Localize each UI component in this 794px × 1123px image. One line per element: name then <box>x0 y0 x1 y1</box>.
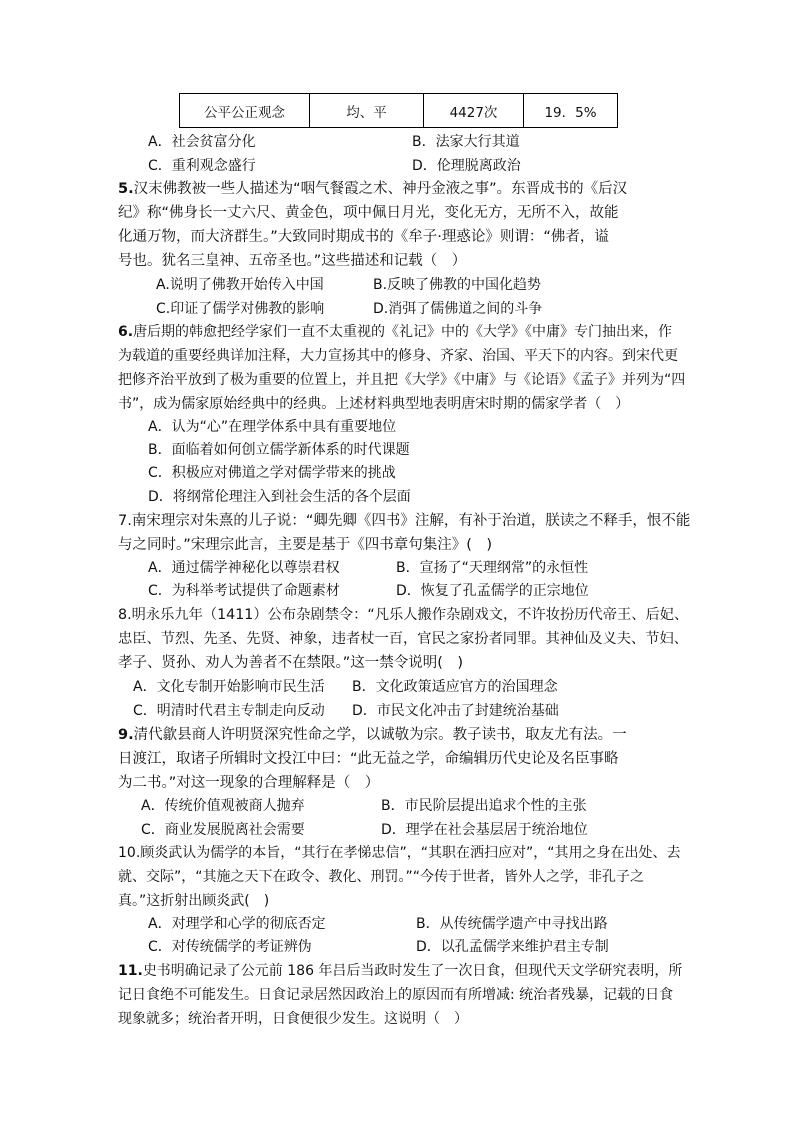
q10-stem-line: 10.顾炎武认为儒学的本旨，“其行在孝悌忠信”，“其职在洒扫应对”，“其用之身在出处、去 <box>118 845 681 861</box>
q8-stem-line: 8.明永乐九年（1411）公布杂剧禁令：“凡乐人搬作杂剧戏文，不许妆扮历代帝王、后妃、 <box>118 607 689 623</box>
q6-option-d: D．将纲常伦理注入到社会生活的各个层面 <box>148 489 411 505</box>
q9-stem-line: 为二书。”对这一现象的合理解释是（ ） <box>118 775 380 791</box>
q4-option-a: A．社会贫富分化 <box>148 134 256 150</box>
q10-option-d: D．以孔孟儒学来维护君主专制 <box>416 939 609 955</box>
q4-option-c: C．重利观念盛行 <box>148 158 256 174</box>
q5-number: 5. <box>118 181 134 197</box>
q8-option-c: C．明清时代君主专制走向反动 <box>133 703 325 719</box>
q5-stem-line: 号也。犹名三皇神、五帝圣也。”这些描述和记载（ ） <box>118 253 467 269</box>
q11-stem-line: 11.史书明确记录了公元前 186 年吕后当政时发生了一次日食，但现代天文学研究表明，所 <box>118 963 683 979</box>
q9-option-a: A．传统价值观被商人抛弃 <box>141 798 305 814</box>
q9-stem-line: 日渡江，取诸子所辑时文投江中曰：“此无益之学，命编辑历代史论及名臣事略 <box>118 751 619 767</box>
q9-number: 9. <box>118 727 134 743</box>
q5-option-a: A.说明了佛教开始传入中国 <box>156 277 324 293</box>
q6-option-c: C．积极应对佛道之学对儒学带来的挑战 <box>148 465 396 481</box>
table-cell: 均、平 <box>310 94 424 128</box>
q5-option-c: C.印证了儒学对佛教的影响 <box>156 301 325 317</box>
q6-number: 6. <box>118 324 134 340</box>
q9-option-c: C．商业发展脱离社会需要 <box>141 822 305 838</box>
q7-option-d: D．恢复了孔孟儒学的正宗地位 <box>396 583 589 599</box>
table-cell: 4427次 <box>424 94 524 128</box>
q11-stem-line: 现象就多；统治者开明，日食便很少发生。这说明（ ） <box>118 1011 468 1027</box>
q5-option-d: D.消弭了儒佛道之间的斗争 <box>373 301 543 317</box>
q9-option-d: D．理学在社会基层居于统治地位 <box>381 822 588 838</box>
q10-option-a: A．对理学和心学的彻底否定 <box>148 916 326 932</box>
q6-stem-line: 书”，成为儒家原始经典中的经典。上述材料典型地表明唐宋时期的儒家学者（ ） <box>118 396 630 412</box>
q9-stem-line: 9.清代歙县商人许明贤深究性命之学，以诚敬为宗。教子读书，取友尤有法。一 <box>118 727 627 743</box>
q7-stem-line: 7.南宋理宗对朱熹的儿子说：“卿先卿《四书》注解，有补于治道，朕读之不释手，恨不能 <box>118 513 691 529</box>
q5-stem-line: 5.汉末佛教被一些人描述为“咽气餐霞之术、神丹金液之事”。东晋成书的《后汉 <box>118 181 628 197</box>
q8-option-b: B．文化政策适应官方的治国理念 <box>352 679 558 695</box>
q6-stem-line: 为载道的重要经典详加注释，大力宣扬其中的修身、齐家、治国、平天下的内容。到宋代更 <box>118 348 678 364</box>
q8-stem-line: 忠臣、节烈、先圣、先贤、神象，违者杖一百，官民之家扮者同罪。其神仙及义夫、节妇、 <box>118 631 689 647</box>
q7-stem-line: 与之同时。”宋理宗此言，主要是基于《四书章句集注》( ) <box>118 537 493 553</box>
table-cell: 19．5% <box>524 94 618 128</box>
q6-option-b: B．面临着如何创立儒学新体系的时代课题 <box>148 442 410 458</box>
table-cell: 公平公正观念 <box>180 94 310 128</box>
q6-option-a: A．认为“心”在理学体系中具有重要地位 <box>148 419 397 435</box>
q10-stem-line: 就、交际”，“其施之天下在政令、教化、刑罚。”“今传于世者，皆外人之学，非孔子之 <box>118 869 645 885</box>
q5-stem-line: 化通万物，而大济群生。”大致同时期成书的《牟子·理惑论》则谓：“佛者，谥 <box>118 229 609 245</box>
q5-stem-line: 纪》称“佛身长一丈六尺、黄金色，项中佩日月光，变化无方，无所不入，故能 <box>118 205 619 221</box>
q6-stem-line: 6.唐后期的韩愈把经学家们一直不太重视的《礼记》中的《大学》《中庸》专门抽出来，作 <box>118 324 673 340</box>
q7-option-b: B．宣扬了“天理纲常”的永恒性 <box>396 560 589 576</box>
q8-option-a: A．文化专制开始影响市民生活 <box>133 679 325 695</box>
table-row <box>180 94 618 128</box>
q6-stem-line: 把修齐治平放到了极为重要的位置上，并且把《大学》《中庸》与《论语》《孟子》并列为“四 <box>118 372 686 388</box>
q7-option-a: A．通过儒学神秘化以尊崇君权 <box>148 560 340 576</box>
q9-option-b: B．市民阶层提出追求个性的主张 <box>381 798 587 814</box>
q10-option-b: B．从传统儒学遗产中寻找出路 <box>416 916 608 932</box>
q11-number: 11. <box>118 963 143 979</box>
data-table <box>179 93 618 128</box>
q4-option-b: B．法家大行其道 <box>412 134 520 150</box>
q11-stem-line: 记日食绝不可能发生。日食记录居然因政治上的原因而有所增减: 统治者残暴，记载的日食 <box>118 987 674 1003</box>
q8-option-d: D．市民文化冲击了封建统治基础 <box>352 703 559 719</box>
q4-option-d: D．伦理脱离政治 <box>412 158 521 174</box>
q7-option-c: C．为科举考试提供了命题素材 <box>148 583 340 599</box>
q10-stem-line: 真。”这折射出顾炎武( ) <box>118 893 270 909</box>
q8-stem-line: 孝子、贤孙、劝人为善者不在禁限。”这一禁令说明( ) <box>118 655 464 671</box>
q5-option-b: B.反映了佛教的中国化趋势 <box>373 277 542 293</box>
q10-option-c: C．对传统儒学的考证辨伪 <box>148 939 312 955</box>
